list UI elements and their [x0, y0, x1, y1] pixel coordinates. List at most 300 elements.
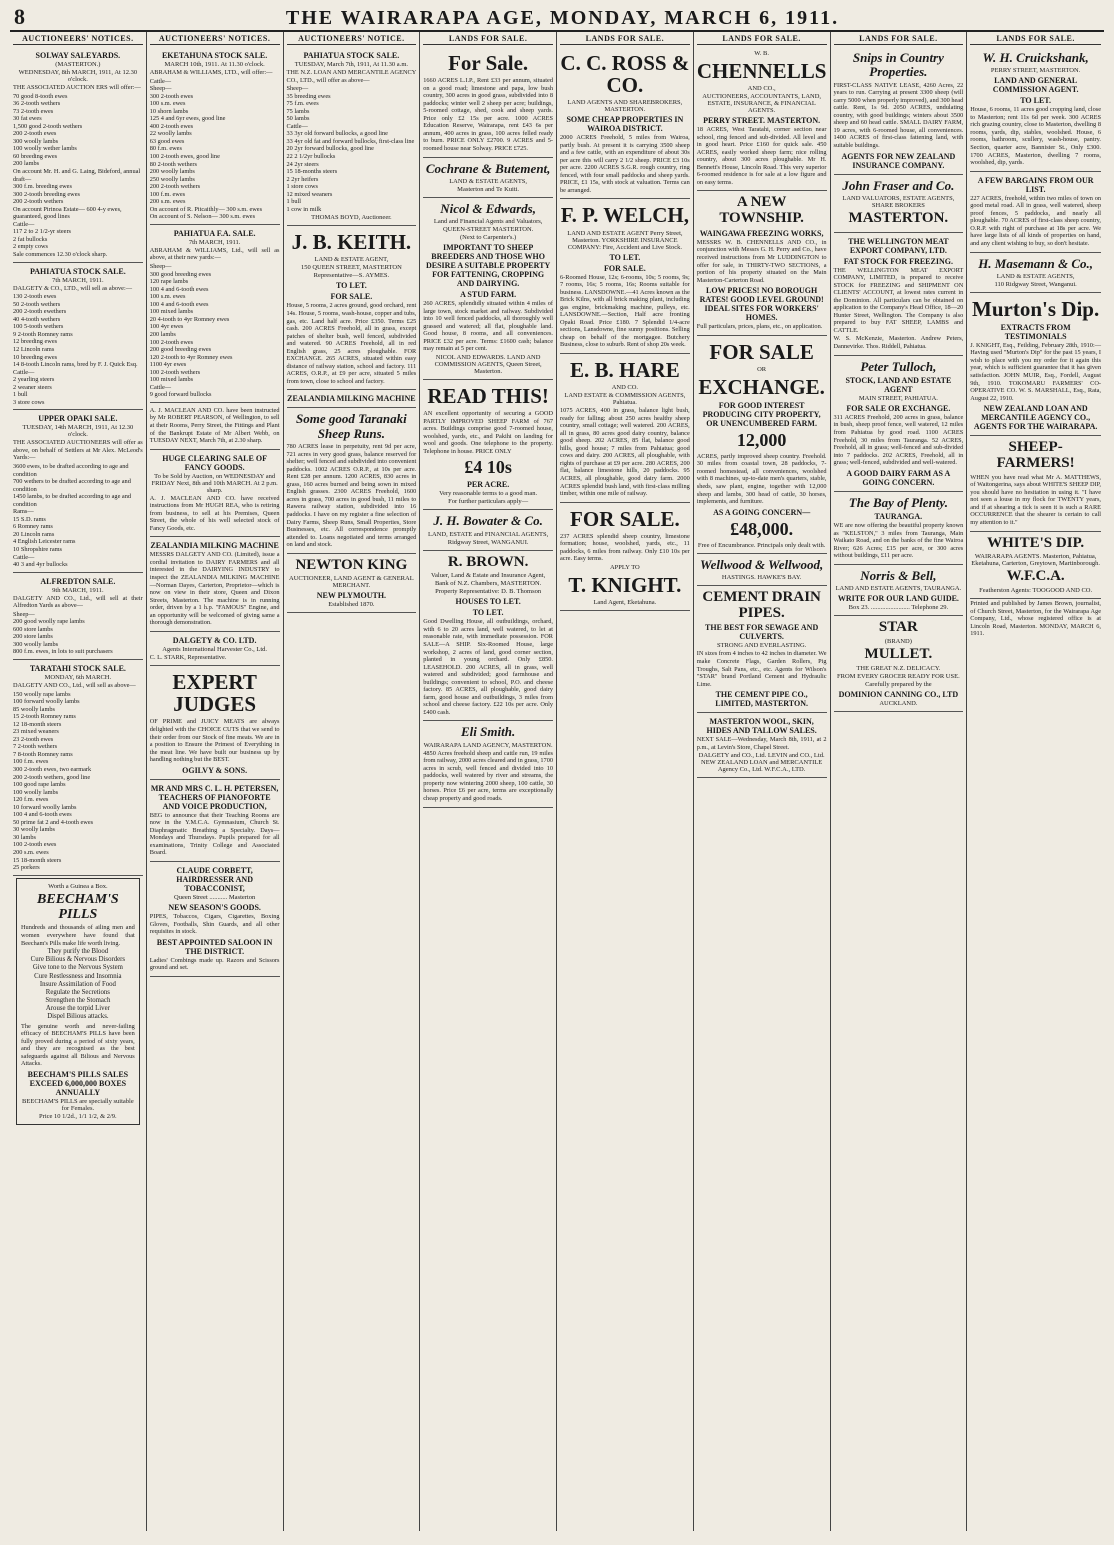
zealandia-banner [287, 390, 417, 408]
wellwood-advert [697, 554, 827, 586]
welch-advert [560, 199, 690, 354]
list-item: 120 rape lambs [149, 278, 189, 286]
stock-items [287, 85, 417, 213]
tulloch-address: MAIN STREET, PAHIATUA. [858, 394, 938, 402]
masthead-title: THE WAIRARAPA AGE, MONDAY, MARCH 6, 1911. [285, 7, 840, 29]
column-header: LANDS FOR SALE. [970, 32, 1101, 45]
plenty-sub: TAURANGA. [874, 512, 923, 521]
meat-body: THE WELLINGTON MEAT EXPORT COMPANY, LIMITED, is prepared to receive STOCK for FREEZING and SHIPMENT ON CLIENTS' ACCOUNT, at lowest rates current in the Dominion. All particulars can be obtained on application to the Company's Head Office, 18—20 Hunter Street, Wellington. The Company is also prepared to buy FAT SHEEP, LAMBS and CATTLE. [833, 266, 964, 334]
list-item: 200 good woolly rape lambs [13, 618, 85, 626]
read-title: READ THIS! [427, 383, 549, 408]
wool-body: NEXT SALE—Wednesday, March 8th, 1911, at 2 p.m., at Levin's Store, Chapel Street. [696, 736, 827, 751]
beecham-note: BEECHAM'S PILLS are specially suitable for Females. [22, 1097, 134, 1112]
list-item: On account of R. Pitcaithly— 300 s.m. ewes [149, 205, 263, 213]
list-item: 23 mixed weaners [13, 728, 59, 736]
notice-title: SOLWAY SALEYARDS. [35, 51, 121, 60]
list-item: Sheep— [149, 85, 172, 93]
plenty-title: The Bay of Plenty. [848, 494, 948, 510]
notice-title: DALGETY & CO. LTD. [172, 635, 257, 645]
snips-advert [834, 47, 964, 175]
keith-advert [287, 226, 417, 390]
list-item: 60 breeding ewes [13, 152, 58, 160]
eli-smith-advert [423, 721, 553, 807]
star-mullet-advert [834, 616, 964, 712]
auction-notice [13, 263, 143, 411]
mullet-name: MULLET. [864, 645, 933, 662]
chennells-advert [697, 47, 827, 191]
cement-tag: STRONG AND EVERLASTING. [716, 642, 807, 650]
list-item: On account Mr. H. and G. Laing, Bideford, annual draft— [13, 168, 141, 183]
knight-forsale-title: FOR SALE. [570, 506, 680, 531]
snips-title: Snips in Country Properties. [852, 50, 944, 80]
list-item: 1100 4yr ewes [149, 361, 187, 369]
list-item: 33 4yr old fat and forward bullocks, first-class line [286, 137, 415, 145]
beecham-advert [16, 878, 140, 1125]
list-item: 200 2-tooth wethers [13, 198, 64, 206]
list-item: 4 English Leicester rams [13, 538, 76, 546]
ross-name: C. C. ROSS & CO. [560, 51, 690, 98]
list-item: 20 4-tooth to 4yr Romney ewes [149, 315, 230, 323]
norris-name: Norris & Bell, [860, 567, 937, 583]
list-item: 70 good 8-tooth ewes [13, 92, 68, 100]
list-item: 80 2-tooth wethers [149, 160, 197, 168]
keith-name: J. B. KEITH. [291, 230, 412, 255]
list-item: 73 2-tooth ewes [13, 107, 54, 115]
expert-body: OF PRIME and JUICY MEATS are always delighted with the CHOICE CUTS that we send to their order from our Stock of fine meats. We are in a position to Ensure the Primest of Everything in the meat line. We have built our business up by handling nothing but the BEST. [149, 718, 280, 764]
list-item: 85 woolly lambs [13, 705, 55, 713]
list-item: 200 s.m. ewes [13, 849, 49, 857]
notice-body: DALGETY & CO., LTD., will sell as above:— [13, 284, 132, 292]
list-item: 23 2-tooth ewes [13, 735, 54, 743]
fraser-name: John Fraser and Co. [842, 177, 955, 193]
list-item: 100 2-tooth ewes, good line [149, 153, 220, 161]
list-item: 12 mixed weaners [286, 190, 333, 198]
list-item: On account of S. Nelson— 300 s.m. ewes [149, 213, 256, 221]
column-4 [420, 32, 557, 1531]
cochrane-advert [423, 158, 553, 198]
list-item: 120 2-tooth to 4yr Romney ewes [149, 353, 233, 361]
list-item: Cattle— [13, 553, 35, 561]
forsale-title: For Sale. [448, 51, 529, 75]
cochrane-address: Masterton and Te Kuiti. [457, 185, 520, 193]
list-item: 10 forward woolly lambs [13, 803, 77, 811]
notice-title: TARATAHI STOCK SALE. [29, 664, 126, 673]
list-item: 50 prime fat 2 and 4-tooth ewes [13, 818, 94, 826]
list-item: Strengthen the Stomach [45, 997, 111, 1005]
list-item: 12 Lincoln rams [13, 345, 55, 353]
list-item: 120 f.m. ewes [13, 796, 49, 804]
stock-body: THE N.Z. LOAN AND MERCANTILE AGENCY CO., LTD., will offer as above— [286, 69, 417, 84]
auction-notice [13, 410, 143, 572]
notice-date: 7th MARCH, 1911. [52, 276, 104, 284]
cement-company: THE CEMENT PIPE CO., LIMITED, MASTERTON. [715, 690, 808, 709]
notice-title: PAHIATUA F.A. SALE. [173, 228, 256, 238]
notice-body: ABRAHAM & WILLIAMS, LTD., will offer:— [149, 69, 273, 76]
imprint: Printed and published by James Brown, journalist, of Church Street, Masterton, for the Wairarapa Age Company, Ltd., whose registered office is at Lincoln Road, Masterton. MONDAY, MARCH 6, 1911. [970, 600, 1101, 638]
cement-body: IN sizes from 4 inches to 42 inches in diameter. We make Concrete Flags, Garden Rollers, Pig Troughs, Salt Pans, etc., etc. Agents for Wilson's "STAR" brand Portland Cement and Hydraulic Lime. [696, 650, 827, 688]
notice-items [13, 93, 143, 259]
list-item: 300 woolly lambs [13, 137, 59, 145]
page-number: 8 [14, 4, 25, 29]
zealandia-title: ZEALANDIA MILKING MACHINE [287, 394, 416, 404]
fraser-address: MASTERTON. [848, 209, 949, 226]
list-item: 2 yearling steers [13, 376, 55, 384]
list-item: 200 good breeding ewes [149, 346, 212, 354]
beecham-tagline: Worth a Guinea a Box. [48, 882, 108, 890]
cement-title: CEMENT DRAIN PIPES. [702, 588, 821, 621]
cruickshank-role: LAND AND GENERAL COMMISSION AGENT. [992, 76, 1079, 95]
list-item: 100 5-tooth wethers [13, 323, 64, 331]
list-item: Cattle— [13, 220, 35, 228]
taranaki-body: 780 ACRES lease in perpetuity, rent 9d per acre, 721 acres in very good grass, balance reserved for shelter; well fenced and subdivided into convenient paddocks. 1002 ACRES O.R.P., at 10s per acre. Rent £28 per annum. 1200 ACRES, 830 acres in grass, 160 acres burned and being sown in mixed English grasses. 2300 ACRES Freehold, 1600 acres in grass, 700 acres in good bush, 11 miles to Rawera railway station, subdivided into 16 paddocks. I have on my register a fine selection of Dairy Farms, Sheep Runs, Small Properties, Store Businesses, etc. All correspondence promptly attended to. Loans negotiated and terms arranged on land and stock. [286, 443, 417, 549]
nicol-farm: A STUD FARM. [460, 290, 517, 300]
township-body: MESSRS W. B. CHENNELLS AND CO., in conjunction with Messrs G. H. Perry and Co., have received instructions from Mr LUDDINGTON to offer for sale, in THIRTY-TWO SECTIONS, a portion of his property situated on the Main Masterton-Carterton Road. [696, 238, 827, 284]
beecham-price: Price 10 1/2d., 1/1 1/2, & 2/9. [39, 1112, 117, 1120]
read-price: £4 10s [464, 457, 512, 478]
beecham-claims [21, 948, 135, 1021]
nicol-address: QUEEN-STREET MASTERTON. [442, 226, 534, 234]
list-item: 3600 ewes, to be drafted according to age and condition [13, 462, 129, 478]
newton-address: NEW PLYMOUTH. [316, 591, 387, 601]
list-item: 100 woolly lambs [13, 788, 59, 796]
welch-forsale: FOR SALE. [603, 263, 646, 273]
list-item: 35 breeding ewes [286, 92, 331, 100]
beecham-sales: BEECHAM'S PILLS SALES EXCEED 6,000,000 BOXES ANNUALLY [27, 1069, 129, 1097]
list-item: 50 2-tooth wethers [13, 300, 61, 308]
mullet-body: FROM EVERY GROCER READY FOR USE. [837, 672, 960, 680]
list-item: 1 bull [13, 391, 28, 399]
list-item: 200 lambs [149, 330, 176, 338]
exchange-body: ACRES, partly improved sheep country. Freehold. 30 miles from coastal town, 28 paddocks, 7-roomed homestead, all conveniences, woolshed with 8 machines, up-to-date men's quarters, stable, sheds, saw plant, engine, together with 12,000 sheep and lambs, 300 head of cattle, 30 horses, implements, and furniture. [696, 452, 827, 506]
list-item: Give tone to the Nervous System [32, 964, 123, 972]
hare-role: LAND ESTATE & COMMISSION AGENTS, Pahiatua. [564, 392, 686, 407]
nicol-sign: NICOL AND EDWARDS. LAND AND COMMISSION AGENTS, Queen Street, Masterton. [434, 353, 542, 375]
list-item: 2 fat bullocks [13, 235, 48, 243]
list-item: 250 woolly lambs [149, 175, 195, 183]
brown-houses: HOUSES TO LET. [455, 597, 521, 607]
white-wfca: W.F.C.A. [1006, 568, 1065, 585]
keith-forsale: FOR SALE. [330, 292, 373, 302]
column-header: LANDS FOR SALE. [560, 32, 690, 45]
keith-address: 150 QUEEN STREET, MASTERTON [300, 264, 402, 272]
masemann-advert [970, 253, 1101, 293]
mullet-tag: THE GREAT N.Z. DELICACY. [856, 664, 941, 672]
list-item: 75 f.m. ewes [286, 100, 319, 108]
plenty-body: WE are now offering the beautiful property known as "KELSTON," 3 miles from Tauranga, Main Waikato Road, and on the banks of the fine Wairoa River; 626 Acres; £15 per acre, or 300 acres without buildings, £11 per acre. [833, 522, 964, 560]
notice-body: THE ASSOCIATED AUCTION ERS will offer:— [13, 84, 141, 91]
notice-body: DALGETY AND CO., Ltd., will sell as above— [13, 682, 136, 689]
read-this-advert [423, 380, 553, 510]
auction-notice [13, 47, 143, 263]
chennells-name: CHENNELLS [696, 59, 827, 83]
tulloch-forsale: FOR SALE OR EXCHANGE. [846, 403, 951, 413]
smith-role: WAIRARAPA LAND AGENCY, MASTERTON. [423, 741, 553, 749]
corbett-address: Queen Street ........... Masterton [174, 894, 256, 902]
expert-title: EXPERT JUDGES [172, 670, 257, 717]
list-item: 800 f.m. ewes, in lots to suit purchasers [13, 648, 113, 656]
notice-date: MARCH 10th, 1911. At 11.30 o'clock. [164, 61, 265, 68]
forsale-body: 1660 ACRES L.I.P., Rent £33 per annum, situated on a good road; limestone and papa, low bush country, 300 acres in good grass, subdivided into 8 paddocks; winter well 2 sheep per acre; buildings, 5-roomed cottage, shed, cook and sheep yards. Price only £2 15s per acre. 1000 ACRES Education Reserve, Wairarapa, rent £43 6s per annum, 400 acres in grass, 100 acres felled ready to burn. PRICE ONLY £2700. 9 ACRES and 5-roomed house near Solway. PRICE £725. [423, 77, 553, 152]
list-item: 10 breeding ewes [13, 353, 58, 361]
list-item: 300 2-tooth ewes, two earmark [13, 766, 92, 774]
mullet-brandsub: (BRAND) [884, 637, 912, 645]
list-item: 130 2-tooth ewes [13, 293, 57, 301]
keith-tolet: TO LET. [335, 281, 367, 291]
newton-name: NEWTON KING [295, 556, 408, 573]
notice-date: Agents International Harvester Co., Ltd. [162, 645, 268, 653]
list-item: 300 good breeding ewes [149, 270, 212, 278]
list-item: 50 lambs [286, 115, 310, 123]
petersen-advert [150, 780, 280, 862]
bargains-title: A FEW BARGAINS FROM OUR LIST. [977, 175, 1094, 194]
list-item: 200 2-tooth ewethers [13, 308, 67, 316]
list-item: Cattle— [149, 383, 172, 391]
norris-box: Box 23. ........................ Telephone 29. [848, 604, 949, 612]
cruickshank-body: House, 6 rooms, 11 acres good cropping land, close to Masterton; rent 11s 6d per week. 300 ACRES rich grazing country, close to Masterton, dwelling 8 rooms, yards, dip, stables, woolshed. House, 6 rooms, bathroom, scullery, wash-house, pantry. Section, quarter acre, Bannister St., Only £300. 1700 ACRES, Masterton, dwelling 7 rooms, woolshed, dip, yards. [970, 106, 1101, 167]
list-item: 30 fat ewes [13, 115, 42, 123]
newton-est: Established 1870. [328, 601, 375, 609]
list-item: 1 bull [286, 198, 302, 206]
list-item: 1,500 good 2-tooth wethers [13, 122, 83, 130]
ross-body: 2000 ACRES Freehold, 5 miles from Wairoa, partly bush. At present it is carrying 3500 sheep and a few cattle, with an expenditure of about 30s per acre this will carry 2 1/2 sheep. PRICE £3 10s per acre. 2200 ACRES S.G.R. rough country, ring fenced, with four small paddocks and sheep yards. PRICE, £1 15s, with stock at valuation. Terms can be arranged. [560, 134, 690, 194]
cement-advert [697, 586, 827, 713]
list-item: 100 woolly wether lambs [13, 145, 77, 153]
list-item: 700 wethers to be drafted according to age and condition [13, 478, 131, 493]
meat-sub: FAT STOCK FOR FREEZING. [843, 256, 953, 266]
murton-agents: NEW ZEALAND LOAN AND MERCANTILE AGENCY CO., AGENTS FOR THE WAIRARAPA. [973, 404, 1098, 432]
knight-role: Land Agent, Eketahuna. [593, 598, 657, 606]
list-item: 40 3 and 4yr bullocks [13, 561, 68, 569]
bargains-body: 227 ACRES, freehold, within two miles of town on good metal road. All in grass, well watered, sheep proof fences, 5 paddocks, and nearly all ploughable. 70 ACRES of first-class sheep country, O.R.P. with right of purchase at 18s per acre. We have large lists of all kinds of properties on hand, and any client wishing to buy, so don't hesitate. [970, 194, 1101, 247]
chennells-prefix: W. B. [754, 50, 769, 57]
corbett-footer: Ladies' Combings made up. Razors and Scissors ground and set. [149, 956, 280, 972]
list-item: 15 18-month steers [13, 856, 62, 864]
list-item: 200 store lambs [13, 633, 53, 641]
list-item: 10 Shropshire rams [13, 545, 62, 553]
notice-title: EKETAHUNA STOCK SALE. [161, 51, 268, 60]
sheep-title: SHEEP-FARMERS! [996, 439, 1075, 471]
newspaper-page [10, 4, 1104, 1535]
murton-title: Murton's Dip. [972, 296, 1100, 321]
corbett-season: NEW SEASON'S GOODS. [168, 903, 261, 913]
chennells-address: PERRY STREET. MASTERTON. [703, 116, 821, 126]
auction-notice [150, 403, 280, 450]
corbett-body: PIPES, Tobaccos, Cigars, Cigarettes, Boxing Gloves, Footballs, Shin Guards, and all other requisites in stock. [149, 913, 280, 936]
list-item: 100 s.m. ewes [149, 293, 186, 301]
list-item: 100 4 and 6-tooth ewes [13, 811, 72, 819]
welch-role: LAND AND ESTATE AGENT Perry Street, Masterton. YORKSHIRE INSURANCE COMPANY: Fire, Accident and Live Stock. [567, 229, 683, 251]
list-item: 200 s.m. ewes [149, 198, 186, 206]
list-item: 1 cow in milk [286, 205, 322, 213]
bowater-address: Ridgway Street, WANGANUI. [447, 538, 529, 546]
list-item: 9 2-tooth Romney rams [13, 330, 73, 338]
nicol-advert [423, 198, 553, 380]
read-per: PER ACRE. [467, 480, 510, 490]
bowater-role: LAND, ESTATE and FINANCIAL AGENTS, [428, 530, 549, 538]
ross-role: LAND AGENTS AND SHAREBROKERS, MASTERTON. [567, 99, 683, 114]
corbett-saloon: BEST APPOINTED SALOON IN THE DISTRICT. [156, 937, 273, 956]
list-item: 40 4-tooth wethers [13, 315, 61, 323]
list-item: 6 Romney rams [13, 523, 53, 531]
cement-sub: THE BEST FOR SEWAGE AND CULVERTS. [705, 623, 819, 642]
township-title: A NEW TOWNSHIP. [719, 194, 804, 227]
list-item: Sale commences 12.30 o'clock sharp. [13, 251, 108, 259]
list-item: 2 empty cows [13, 243, 48, 251]
exchange-acres: 12,000 [736, 429, 787, 450]
exchange-sub: FOR GOOD INTEREST PRODUCING CITY PROPERTY, OR UNENCUMBERED FARM. [702, 400, 821, 428]
ross-advert [560, 47, 690, 199]
list-item: 25 porkers [13, 864, 40, 872]
for-sale-advert [423, 47, 553, 158]
cruickshank-advert [970, 47, 1101, 172]
list-item: 80 f.m. ewes [149, 145, 182, 153]
list-item: Cure Restlessness and Insomnia [34, 972, 122, 980]
sheep-body: WHEN you have read what Mr A. MATTHEWS, of Waitongerina, says about WHITE'S SHEEP DIP, you should have no hesitation in using it. "I have not seen a louse in my flock for TWENTY years, and if at shearing a tick is seen it is such a RARE OCCURRENCE that the shearer is certain to call my attention to it." [970, 473, 1101, 526]
township-apply: Full particulars, prices, plans, etc., on application. [696, 323, 823, 331]
column-3 [284, 32, 421, 1531]
nicol-body: 260 ACRES, splendidly situated within 4 miles of large town, stock market and railway. Subdivided into 10 well fenced paddocks, all thoroughly well grassed and watered; all flat, ploughable land. Good house, 8 rooms, and all conveniences. PRICE £32 per acre. Terms: £1600 cash; balance may remain at 5 per cent. [423, 300, 553, 353]
knight-forsale-apply: APPLY TO [609, 563, 640, 571]
list-item: 100 f.m. ewes [13, 758, 49, 766]
notice-title: HUGE CLEARING SALE OF FANCY GOODS. [162, 453, 267, 472]
exchange-concern: AS A GOING CONCERN— [713, 507, 811, 517]
columns [10, 32, 1104, 1531]
masemann-role: LAND & ESTATE AGENTS, [996, 272, 1075, 280]
smith-name: Eli Smith. [461, 724, 516, 740]
list-item: 1 store cows [286, 183, 318, 191]
list-item: 22 2 1/2yr bullocks [286, 153, 336, 161]
list-item: Cattle— [149, 77, 172, 85]
hare-advert [560, 354, 690, 503]
notice-title: ALFREDTON SALE. [40, 576, 116, 586]
murton-dip-advert [970, 293, 1101, 436]
list-item: 7 2-tooth wethers [13, 743, 58, 751]
meat-export-advert [834, 233, 964, 356]
list-item: 12 18-month steers [13, 720, 62, 728]
tulloch-dairy: A GOOD DAIRY FARM AS A GOING CONCERN. [846, 468, 951, 487]
nicol-name: Nicol & Edwards, [440, 200, 536, 216]
notice-title: ZEALANDIA MILKING MACHINE [150, 541, 279, 551]
list-item: Cattle— [13, 368, 35, 376]
list-item: Regulate the Secretions [45, 988, 110, 996]
brown-advert [423, 551, 553, 722]
nicol-notice: IMPORTANT TO SHEEP BREEDERS AND THOSE WHO DESIRE A SUITABLE PROPERTY FOR FATTENING, CROPPING AND DAIRYING. [425, 243, 551, 289]
list-item: Cattle— [286, 122, 308, 130]
read-apply: For further particulars apply— [448, 498, 529, 506]
bowater-name: J. H. Bowater & Co. [433, 513, 543, 529]
list-item: They purify the Blood [47, 948, 109, 956]
expert-sign: OGILVY & SONS. [182, 765, 248, 775]
murton-body: J. KNIGHT, Esq., Feilding, February 28th, 1910:—Having used "Murton's Dip" for the past 15 years, I wish to place with you my order for it again this year, which is sufficient guarantee that it has given satisfaction. JOHN MUIR, Esq., Fordell, August 9th, 1910. TOKOMARU FARMERS' CO-OPERATIVE CO. W. S. MARSHALL, Esq., Rata, August 22, 1910. [970, 341, 1101, 402]
list-item: 14 8-tooth Lincoln rams, bred by F. J. Quick Esq. [13, 361, 138, 369]
taranaki-title: Some good Taranaki Sheep Runs. [295, 411, 407, 441]
petersen-body: BEG to announce that their Teaching Rooms are now in the Y.M.C.A. Gymnasium, Church St. Diaphragmatic Breathing a Specialty. Days—Mondays and Thursdays. Pupils prepared for all examinations, Trinity College and Associated Board. [149, 811, 280, 857]
fraser-advert [834, 175, 964, 233]
list-item: 100 good rape lambs [13, 781, 66, 789]
list-item: 12 breeding ewes [13, 338, 58, 346]
mullet-brand: STAR [878, 619, 918, 636]
list-item: 100 2-tooth ewes [149, 338, 194, 346]
welch-name: F. P. WELCH, [560, 203, 689, 228]
auction-notice [150, 450, 280, 538]
list-item: 200 2-tooth ewes [13, 130, 57, 138]
list-item: On account Pirinoa Estate— 600 4-y ewes, guaranteed, good lines [13, 205, 122, 221]
notice-items [13, 691, 143, 872]
ross-notice: SOME CHEAP PROPERTIES IN WAIROA DISTRICT. [566, 115, 684, 134]
column-header: AUCTIONEERS' NOTICE. [287, 32, 417, 45]
notice-title: UPPER OPAKI SALE. [38, 414, 118, 424]
norris-write: WRITE FOR OUR LAND GUIDE. [837, 594, 959, 604]
beecham-brand: BEECHAM'S PILLS [37, 891, 119, 923]
notice-date: 7th MARCH, 1911. [188, 238, 241, 246]
auction-notice [150, 632, 280, 667]
tulloch-advert [834, 356, 964, 492]
corbett-advert [150, 862, 280, 977]
notice-body: ABRAHAM & WILLIAMS, Ltd., will sell as above, at their new yards:— [149, 246, 280, 262]
brown-body: Good Dwelling House, all outbuildings, orchard, with 6 to 20 acres land, well watered, to let at reasonable rate, with immediate possession. FOR SALE—A SHIP. Six-Roomed House, large workshop, 2 acres of land, good corner section, planted in young orchard. Only £850. LEASEHOLD. 200 ACRES, all in grass, well watered and subdivided; good farmhouse and buildings; convenient to school, P.O. and cheese factory. 85 ACRES, all ploughable, good dairy farm, good house and outbuildings, 3 miles from school and cheese factory. £22 10s per acre. Only £400 cash. [423, 618, 553, 716]
notice-items [13, 611, 143, 656]
brown-tolet: TO LET. [472, 608, 504, 618]
list-item: 200 2-tooth wethers, good line [13, 773, 91, 781]
bay-of-plenty-advert [834, 492, 964, 565]
list-item: 200 2-tooth wethers [149, 183, 201, 191]
notice-subtitle: (MASTERTON.) [55, 61, 101, 68]
petersen-title: MR AND MRS C. L. H. PETERSEN, TEACHERS OF PIANOFORTE AND VOICE PRODUCTION, [150, 783, 279, 811]
list-item: 2 weaner steers [13, 383, 52, 391]
column-5 [557, 32, 694, 1531]
notice-items [150, 263, 280, 399]
white-title: WHITE'S DIP. [987, 534, 1085, 551]
list-item: 63 good ewes [149, 137, 185, 145]
brown-name: R. BROWN. [447, 553, 529, 570]
wellwood-address: HASTINGS. HAWKE'S BAY. [721, 573, 802, 581]
expert-judges-advert [150, 666, 280, 779]
list-item: 200 lambs [13, 160, 40, 168]
list-item: 75 lambs [286, 107, 310, 115]
stock-sign: THOMAS BOYD, Auctioneer. [311, 214, 392, 222]
cochrane-role: LAND & ESTATE AGENTS, [449, 177, 528, 185]
list-item: 100 2-tooth wethers [149, 368, 201, 376]
read-body: AN excellent opportunity of securing a GOOD PARTLY IMPROVED SHEEP FARM of 767 acres. Buildings comprise good 7-roomed house, woolshed, yards, etc., and Pakihi on landing for wool and goods. One telephone to the property. Telephone in house. PRICE ONLY [423, 409, 553, 455]
notice-date: WEDNESDAY, 8th MARCH, 1911, At 12.30 o'clock. [18, 69, 138, 83]
exchange-footer: Free of Encumbrance. Principals only dealt with. [697, 541, 826, 549]
list-item: 100 forward woolly lambs [13, 698, 80, 706]
list-item: 300 2-tooth breeding ewes [13, 190, 80, 198]
list-item: 100 4 and 6-tooth ewes [149, 300, 209, 308]
brown-role: Valuer, Land & Estate and Insurance Agent, [431, 572, 546, 580]
wellwood-name: Wellwood & Wellwood, [700, 556, 824, 572]
column-1 [10, 32, 147, 1531]
welch-body: 6-Roomed House, 12s; 6-rooms, 10s; 5 rooms, 9s; 7 rooms, 16s; 5 rooms, 16s; Rooms suitable for business. LANSDOWNE.—41 Acres known as the Brick Kilns, with all brick making plant, including gas engine, brickmaking machine, pulleys, etc. LANSDOWNE.—Section, Half acre fronting Opaki Road. Price £180. 7 Splendid 1/4-acre sections, Lansdowne, fine sunny positions. Selling cheap on behalf of the mortgagee. Butchery Business, close to suburb. Rent of shop 20s week. [560, 273, 690, 349]
column-7 [831, 32, 968, 1531]
sheep-farmers-advert [970, 436, 1101, 531]
list-item: Sheep— [149, 263, 172, 271]
brown-rep: Property Representative: D. B. Thomson [435, 588, 542, 596]
list-item: 300 2-tooth ewes [149, 92, 194, 100]
notice-body: C. L. STARK, Representative. [149, 653, 227, 661]
list-item: Dispel Bilious attacks. [47, 1013, 109, 1021]
township-features: LOW PRICES! NO BOROUGH RATES! GOOD LEVEL GROUND! IDEAL SITES FOR WORKERS' HOMES. [699, 286, 824, 323]
list-item: 10 shorn lambs [149, 107, 189, 115]
column-header: AUCTIONEERS' NOTICES. [13, 32, 143, 45]
read-terms: Very reasonable terms to a good man. [439, 490, 538, 498]
wool-sign: DALGETY and CO., Ltd. LEVIN and CO., Ltd. NEW ZEALAND LOAN and MERCANTILE Agency Co., Ltd. W.F.C.A., LTD. [698, 752, 825, 774]
notice-items [13, 463, 143, 569]
list-item: Insure Assimilation of Food [39, 980, 116, 988]
auction-notice [150, 47, 280, 225]
murton-sub: EXTRACTS FROM TESTIMONIALS [1000, 322, 1071, 341]
tulloch-body: 311 ACRES Freehold, 200 acres in grass, balance in bush, sheep proof fence, well watered, 12 miles from Pahiatua by good road. 1100 ACRES Freehold, 30 miles from Tauranga. 52 ACRES, Freehold, all in grass; well-fenced and sub-divided into 7 paddocks. 202 ACRES, Freehold, all in grass; well-fenced, subdivided and well-watered. [833, 413, 964, 467]
